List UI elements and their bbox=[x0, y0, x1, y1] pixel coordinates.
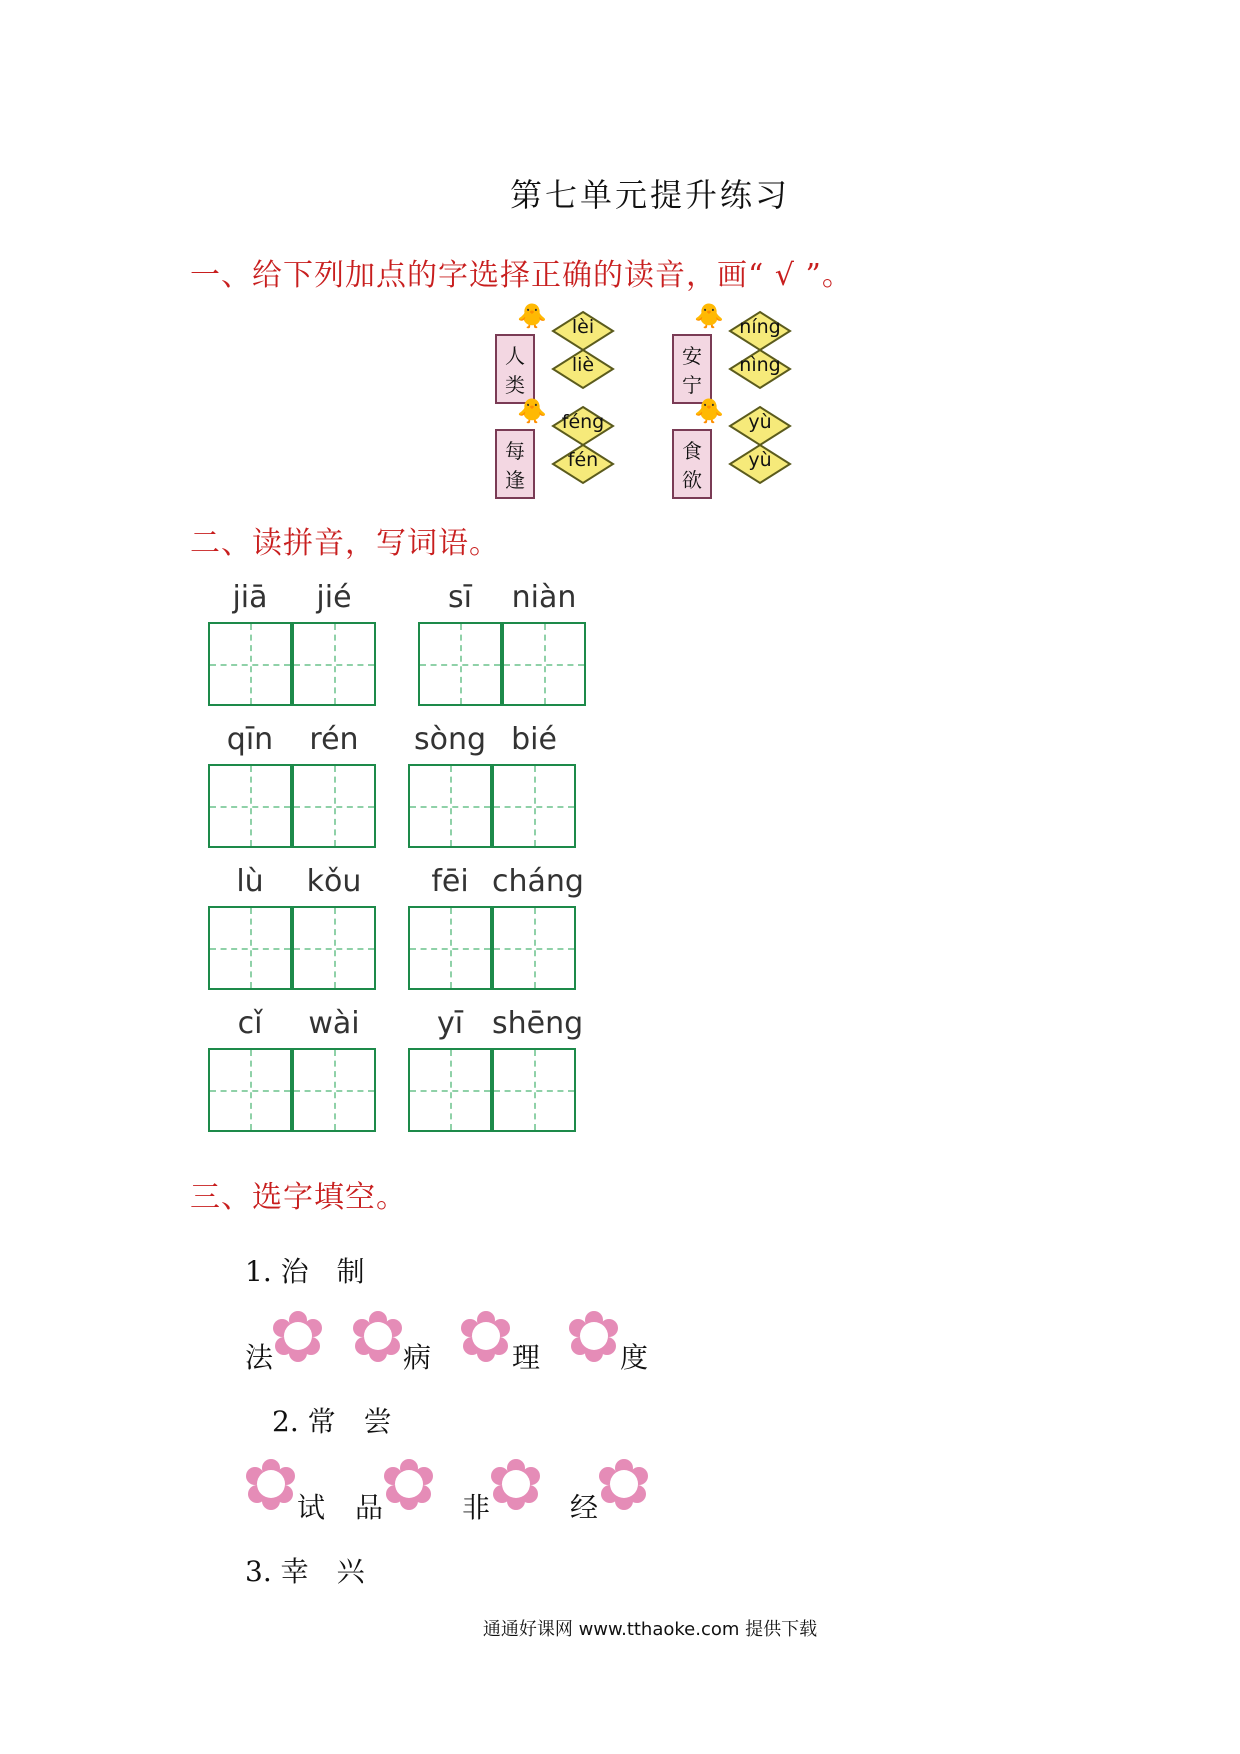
writing-cell[interactable] bbox=[208, 764, 292, 848]
writing-cell[interactable] bbox=[292, 1048, 376, 1132]
section-1-heading: 一、给下列加点的字选择正确的读音，画“ √ ”。 bbox=[190, 258, 853, 293]
item-word: 每逢 bbox=[495, 429, 535, 499]
item-word: 安宁 bbox=[672, 334, 712, 404]
option-label: yù bbox=[748, 411, 772, 433]
flower-blank[interactable] bbox=[352, 1310, 404, 1362]
q3-3-label: 3. 幸 兴 bbox=[245, 1555, 365, 1588]
pinyin-label: shēng bbox=[492, 1006, 584, 1041]
flower-blank[interactable] bbox=[460, 1310, 512, 1362]
writing-cell[interactable] bbox=[208, 1048, 292, 1132]
pinyin-label: yī bbox=[436, 1006, 464, 1041]
pinyin-label: bié bbox=[511, 722, 557, 757]
option-diamond[interactable] bbox=[728, 348, 792, 390]
flower-blank[interactable] bbox=[598, 1458, 650, 1510]
flower-blank[interactable] bbox=[568, 1310, 620, 1362]
q3-1-char: 法 bbox=[245, 1341, 274, 1374]
q3-2-char: 非 bbox=[462, 1491, 491, 1524]
chick-icon: 🐥 bbox=[517, 397, 547, 425]
flower-blank[interactable] bbox=[245, 1458, 297, 1510]
page-title: 第七单元提升练习 bbox=[509, 176, 790, 214]
option-diamond[interactable] bbox=[728, 443, 792, 485]
q3-2-char: 试 bbox=[297, 1491, 326, 1524]
item-word: 人类 bbox=[495, 334, 535, 404]
pinyin-label: qīn bbox=[226, 722, 274, 757]
writing-cell[interactable] bbox=[492, 764, 576, 848]
pinyin-label: kǒu bbox=[306, 864, 362, 899]
writing-cell[interactable] bbox=[492, 906, 576, 990]
writing-cell[interactable] bbox=[292, 906, 376, 990]
q3-1-label: 1. 治 制 bbox=[245, 1255, 365, 1288]
option-diamond[interactable] bbox=[551, 348, 615, 390]
option-label: nìng bbox=[739, 354, 781, 376]
option-diamond[interactable] bbox=[551, 405, 615, 447]
option-diamond[interactable] bbox=[728, 405, 792, 447]
pinyin-label: niàn bbox=[511, 580, 577, 615]
pinyin-label: rén bbox=[309, 722, 359, 757]
writing-cell[interactable] bbox=[502, 622, 586, 706]
writing-cell[interactable] bbox=[408, 906, 492, 990]
pinyin-label: fēi bbox=[431, 864, 469, 899]
option-label: fén bbox=[567, 449, 599, 471]
chick-icon: 🐥 bbox=[694, 397, 724, 425]
q3-2-char: 品 bbox=[355, 1491, 384, 1524]
option-diamond[interactable] bbox=[728, 310, 792, 352]
option-label: yù bbox=[748, 449, 772, 471]
q3-2-label: 2. 常 尝 bbox=[272, 1405, 392, 1438]
option-diamond[interactable] bbox=[551, 443, 615, 485]
pinyin-label: lù bbox=[236, 864, 264, 899]
writing-cell[interactable] bbox=[408, 1048, 492, 1132]
item-word: 食欲 bbox=[672, 429, 712, 499]
q3-1-char: 度 bbox=[620, 1341, 649, 1374]
writing-cell[interactable] bbox=[208, 622, 292, 706]
flower-blank[interactable] bbox=[490, 1458, 542, 1510]
chick-icon: 🐥 bbox=[694, 302, 724, 330]
flower-blank[interactable] bbox=[383, 1458, 435, 1510]
option-label: liè bbox=[571, 354, 595, 376]
chick-icon: 🐥 bbox=[517, 302, 547, 330]
q3-2-char: 经 bbox=[570, 1491, 599, 1524]
option-label: lèi bbox=[571, 316, 595, 338]
writing-cell[interactable] bbox=[408, 764, 492, 848]
pinyin-label: cǐ bbox=[237, 1006, 263, 1041]
section-3-heading: 三、选字填空。 bbox=[190, 1180, 407, 1215]
pinyin-label: sī bbox=[448, 580, 472, 615]
pinyin-label: jié bbox=[316, 580, 352, 615]
option-diamond[interactable] bbox=[551, 310, 615, 352]
pinyin-label: jiā bbox=[232, 580, 268, 615]
option-label: níng bbox=[739, 316, 781, 338]
writing-cell[interactable] bbox=[492, 1048, 576, 1132]
section-2-heading: 二、读拼音，写词语。 bbox=[190, 526, 500, 561]
pinyin-label: wài bbox=[308, 1006, 360, 1041]
pinyin-label: sòng bbox=[413, 722, 487, 757]
writing-cell[interactable] bbox=[292, 622, 376, 706]
q3-1-char: 理 bbox=[512, 1341, 541, 1374]
flower-blank[interactable] bbox=[272, 1310, 324, 1362]
writing-cell[interactable] bbox=[292, 764, 376, 848]
q3-1-char: 病 bbox=[403, 1341, 432, 1374]
writing-cell[interactable] bbox=[418, 622, 502, 706]
pinyin-label: cháng bbox=[492, 864, 584, 899]
writing-cell[interactable] bbox=[208, 906, 292, 990]
option-label: féng bbox=[561, 411, 605, 433]
page-footer: 通通好课网 www.tthaoke.com 提供下载 bbox=[482, 1619, 818, 1640]
